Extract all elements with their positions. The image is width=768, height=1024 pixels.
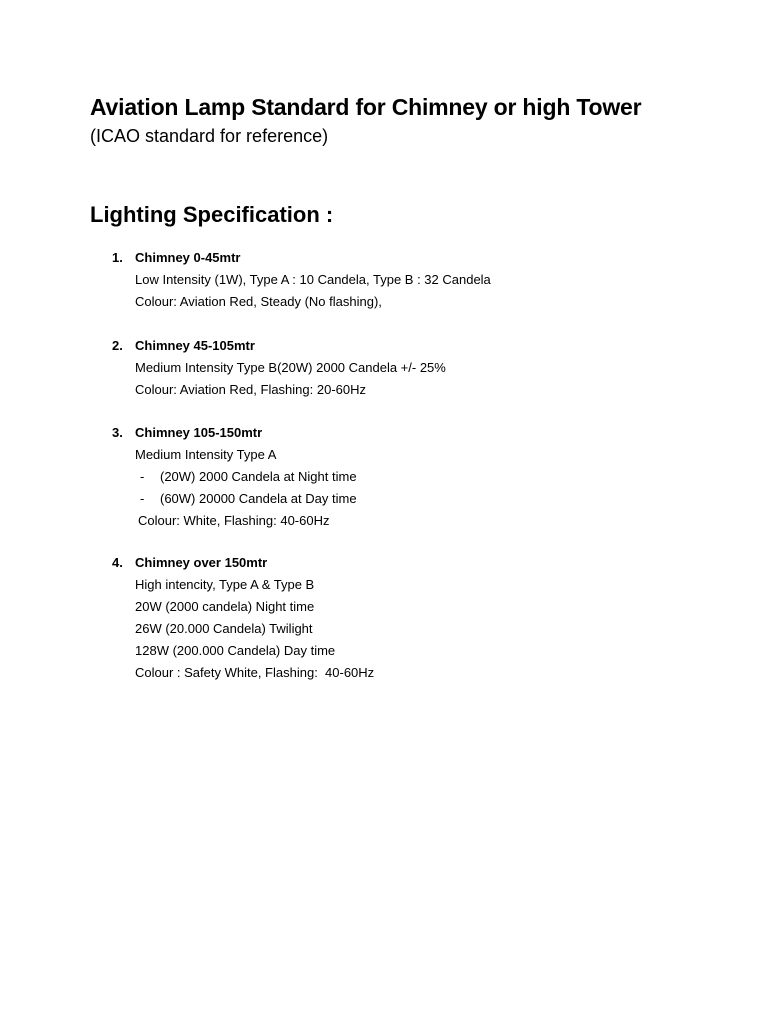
item-title: Chimney 0-45mtr bbox=[135, 250, 241, 265]
item-line: 128W (200.000 Candela) Day time bbox=[135, 643, 336, 658]
item-line: Colour: White, Flashing: 40-60Hz bbox=[138, 513, 330, 528]
bullet-text: (60W) 20000 Candela at Day time bbox=[160, 491, 357, 506]
item-number: 4. bbox=[112, 555, 123, 570]
item-line: 26W (20.000 Candela) Twilight bbox=[135, 621, 313, 636]
item-number: 2. bbox=[112, 338, 123, 353]
document-title: Aviation Lamp Standard for Chimney or high Tower bbox=[90, 94, 642, 120]
section-heading: Lighting Specification : bbox=[90, 202, 334, 227]
item-line: Low Intensity (1W), Type A : 10 Candela, Type B : 32 Candela bbox=[135, 272, 491, 287]
item-title: Chimney 105-150mtr bbox=[135, 425, 263, 440]
item-line: High intencity, Type A & Type B bbox=[135, 577, 315, 592]
item-line: 20W (2000 candela) Night time bbox=[135, 599, 315, 614]
item-line: Colour: Aviation Red, Steady (No flashing), bbox=[135, 294, 382, 309]
document-subtitle: (ICAO standard for reference) bbox=[90, 126, 329, 146]
bullet-item bbox=[112, 466, 672, 488]
item-title: Chimney 45-105mtr bbox=[135, 338, 255, 353]
spec-item-3 bbox=[112, 422, 672, 532]
spec-item-4 bbox=[112, 552, 672, 684]
item-number: 3. bbox=[112, 425, 123, 440]
item-number: 1. bbox=[112, 250, 123, 265]
item-line: Medium Intensity Type B(20W) 2000 Candela +/- 25% bbox=[135, 360, 446, 375]
bullet-dash: - bbox=[140, 491, 145, 506]
spec-item-2 bbox=[112, 335, 672, 401]
spec-item-1 bbox=[112, 247, 672, 313]
bullet-item bbox=[112, 488, 672, 510]
item-line: Colour: Aviation Red, Flashing: 20-60Hz bbox=[135, 382, 366, 397]
bullet-dash: - bbox=[140, 469, 145, 484]
item-line: Colour : Safety White, Flashing: 40-60Hz bbox=[135, 665, 375, 680]
item-title: Chimney over 150mtr bbox=[135, 555, 268, 570]
item-line: Medium Intensity Type A bbox=[135, 447, 277, 462]
bullet-text: (20W) 2000 Candela at Night time bbox=[160, 469, 357, 484]
